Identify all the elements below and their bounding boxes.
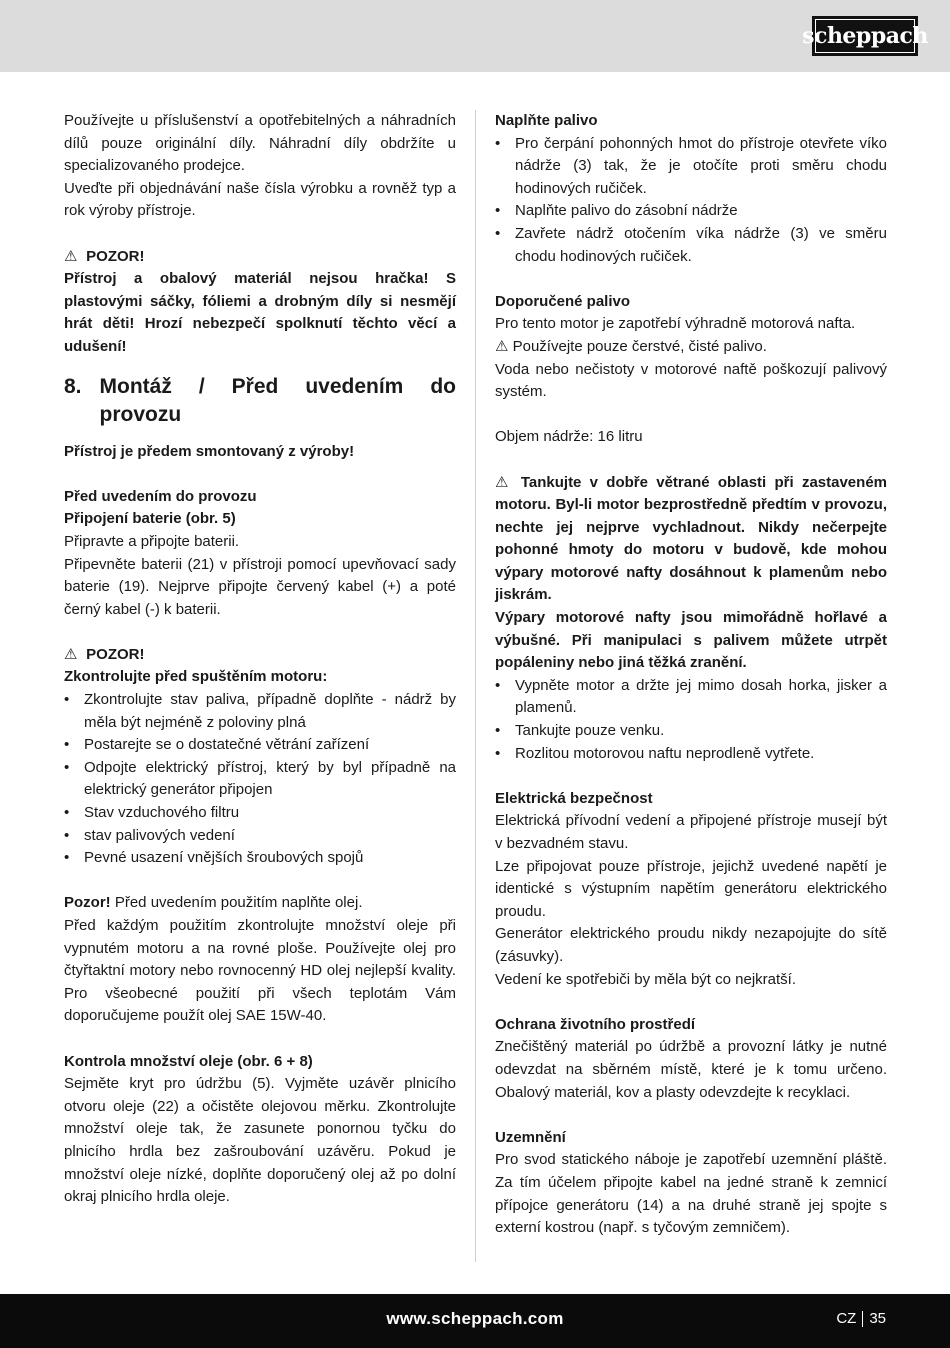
warning-heading <box>64 644 456 667</box>
recommended-fuel-line: Voda nebo nečistoty v motorové naftě poškozují palivový systém. <box>495 360 887 401</box>
electric-paragraph: Elektrická přívodní vedení a připojené přístroje musejí být v bezvadném stavu. <box>495 812 887 852</box>
page-number-value: 35 <box>869 1310 886 1327</box>
grounding-heading: Uzemnění <box>495 1128 566 1146</box>
page-number <box>836 1310 886 1327</box>
oil-lead-rest: Před uvedením použitím naplňte olej. <box>110 894 363 912</box>
list-item: • Pro čerpání pohonných hmot do přístroje otevřete víko nádrže (3) tak, že je otočíte proti směru chodu hodinových ručiček. <box>495 133 887 201</box>
language-code: CZ <box>836 1310 857 1327</box>
preassembled-note: Přístroj je předem smontovaný z výroby! <box>64 442 355 460</box>
environment-paragraph: Znečištěný materiál po údržbě a provozní látky je nutné odevzdat na sběrném místě, které je k tomu určeno. Obalový materiál, kov a plasty odevzdejte k recyklaci. <box>495 1038 887 1101</box>
list-item: • Odpojte elektrický přístroj, který by byl případně na elektrický generátor připojen <box>64 757 456 802</box>
list-item: • Zkontrolujte stav paliva, případně doplňte - nádrž by měla být nejméně z poloviny plná <box>64 689 456 734</box>
oil-check-paragraph: Sejměte kryt pro údržbu (5). Vyjměte uzávěr plnicího otvoru oleje (22) a očistěte olejovou měrku. Zkontrolujte množství oleje tak, že zasunete ponornou tyčku do plnicího hrdla bez zašroubování uzávěru. Pokud je množství oleje nízké, doplňte doporučený olej až po dolní okraj plnicího hrdla oleje. <box>64 1075 456 1206</box>
refuel-warning: ⚠ Tankujte v dobře větrané oblasti při zastaveném motoru. Byl-li motor bezprostředně předtím v provozu, nechte jej nejprve vychladnout. Nikdy nečerpejte pohonné hmoty do motoru v budově, kde mohou výpary motorové nafty dosáhnout k plamenům nebo jiskrám. <box>495 473 887 604</box>
list-item: • Naplňte palivo do zásobní nádrže <box>495 200 887 223</box>
website-url: www.scheppach.com <box>386 1309 564 1328</box>
electric-paragraph: Vedení ke spotřebiči by měla být co nejkratší. <box>495 970 796 988</box>
oil-lead-line <box>64 892 456 915</box>
electric-heading: Elektrická bezpečnost <box>495 789 653 807</box>
oil-paragraph: Před každým použitím zkontrolujte množství oleje při vypnutém motoru a na rovné ploše. Používejte olej pro čtyřtaktní motory nebo rovnocenný HD olej nejlepší kvality. Pro všeobecné použití při všech teplotám Vám doporučujeme použít olej SAE 15W-40. <box>64 917 456 1025</box>
intro-paragraph: Uveďte při objednávání naše čísla výrobku a rovněž typ a rok výroby přístroje. <box>64 179 456 220</box>
warning-heading <box>64 246 456 269</box>
recommended-fuel-heading: Doporučené palivo <box>495 292 631 310</box>
warning-icon: ⚠ <box>64 645 78 663</box>
intro-paragraph: Používejte u příslušenství a opotřebitelných a náhradních dílů pouze originální díly. Náhradní díly obdržíte u specializovaného prodejce. <box>64 112 456 175</box>
warning-icon: ⚠ <box>64 247 78 265</box>
list-item: • Rozlitou motorovou naftu neprodleně vytřete. <box>495 743 887 766</box>
refuel-warning-text: Výpary motorové nafty jsou mimořádně hořlavé a výbušné. Při manipulaci s palivem můžete utrpět popáleniny nebo jiná těžká zranění. <box>495 609 887 672</box>
page-footer <box>0 1294 950 1348</box>
electric-paragraph: Generátor elektrického proudu nikdy nezapojujte do sítě (zásuvky). <box>495 925 887 965</box>
right-column <box>495 110 887 1240</box>
warning-text: Přístroj a obalový materiál nejsou hračka! S plastovými sáčky, fóliemi a drobným díly si nesmějí hrát děti! Hrozí nebezpečí spolknutí těchto věcí a udušení! <box>64 270 456 355</box>
section-heading <box>64 373 456 429</box>
oil-check-heading: Kontrola množství oleje (obr. 6 + 8) <box>64 1052 313 1070</box>
list-item: • Pevné usazení vnějších šroubových spojů <box>64 847 456 870</box>
environment-heading: Ochrana životního prostředí <box>495 1015 696 1033</box>
recommended-fuel-line: ⚠ Používejte pouze čerstvé, čisté palivo. <box>495 337 767 355</box>
fuel-list <box>495 133 887 269</box>
brand-logo: scheppach <box>812 16 918 56</box>
warning-title: POZOR! <box>86 247 145 265</box>
warning-title: POZOR! <box>86 645 145 663</box>
tank-capacity: Objem nádrže: 16 litru <box>495 428 643 446</box>
oil-lead: Pozor! <box>64 894 111 912</box>
battery-subheading: Připojení baterie (obr. 5) <box>64 510 236 528</box>
list-item: • Zavřete nádrž otočením víka nádrže (3) ve směru chodu hodinových ručiček. <box>495 223 887 268</box>
section-title: Montáž / Před uvedením do provozu <box>99 374 456 426</box>
battery-line: Připevněte baterii (21) v přístroji pomocí upevňovací sady baterie (19). Nejprve připojte červený kabel (+) a poté černý kabel (-) k baterii. <box>64 555 456 618</box>
separator <box>862 1311 863 1327</box>
list-item: • Vypněte motor a držte jej mimo dosah horka, jisker a plamenů. <box>495 675 887 720</box>
check-list <box>64 689 456 870</box>
battery-line: Připravte a připojte baterii. <box>64 532 240 550</box>
section-number: 8. <box>64 374 82 398</box>
warning-icon: ⚠ <box>495 337 509 355</box>
list-item: • Postarejte se o dostatečné větrání zařízení <box>64 734 456 757</box>
column-divider <box>475 110 476 1262</box>
warning-icon: ⚠ <box>495 473 513 491</box>
electric-paragraph: Lze připojovat pouze přístroje, jejichž uvedené napětí je identické s výstupním napětím generátoru elektrického proudu. <box>495 857 887 920</box>
grounding-paragraph: Pro svod statického náboje je zapotřebí uzemnění pláště. Za tím účelem připojte kabel na jedné straně k zemnicí přípojce generátoru (14) a na druhé straně jej spojte s externí kostrou (např. s tyčovým zemničem). <box>495 1151 887 1237</box>
list-item: • stav palivových vedení <box>64 825 456 848</box>
check-heading: Zkontrolujte před spuštěním motoru: <box>64 668 328 686</box>
battery-heading: Před uvedením do provozu <box>64 487 257 505</box>
page-header <box>0 0 950 72</box>
list-item: • Tankujte pouze venku. <box>495 720 887 743</box>
fuel-heading: Naplňte palivo <box>495 112 598 129</box>
left-column <box>64 110 456 1209</box>
refuel-list <box>495 675 887 765</box>
recommended-fuel-line: Pro tento motor je zapotřebí výhradně motorová nafta. <box>495 315 856 333</box>
list-item: • Stav vzduchového filtru <box>64 802 456 825</box>
